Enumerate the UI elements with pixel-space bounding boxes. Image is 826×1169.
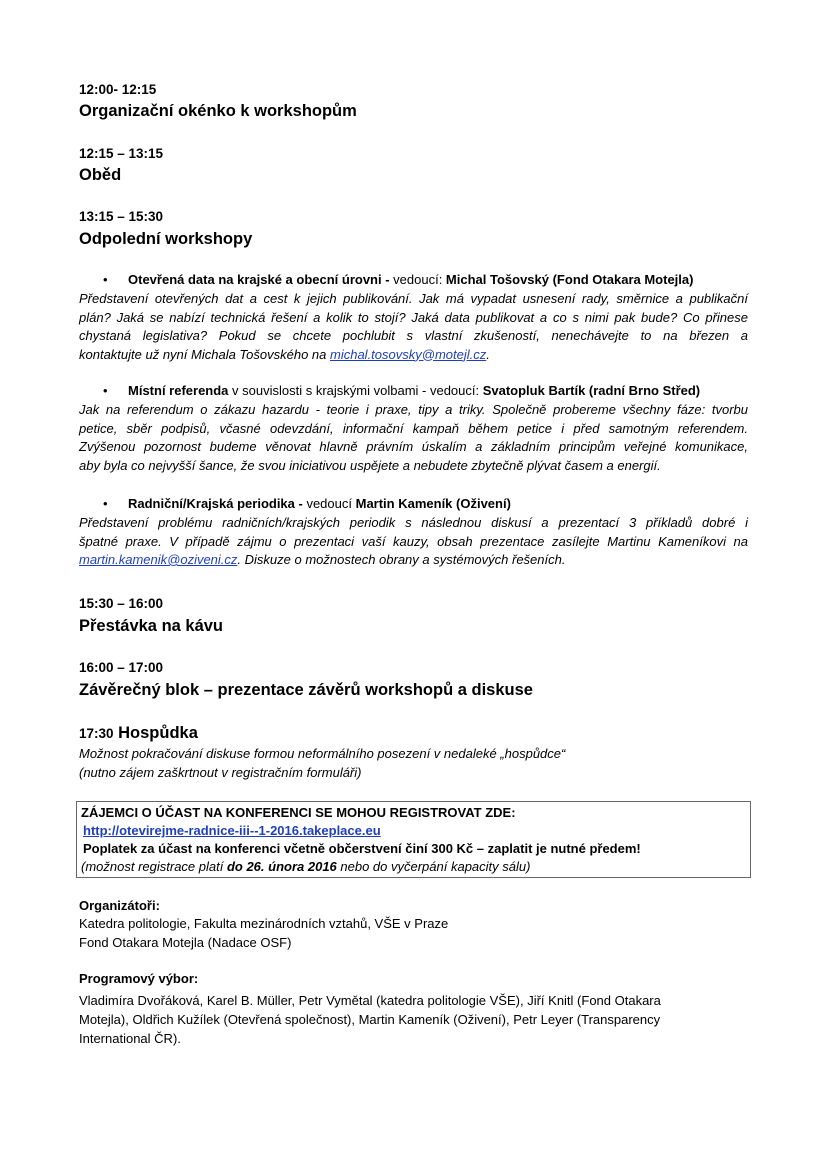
bullet-icon: • bbox=[103, 383, 108, 398]
time-slot: 17:30 bbox=[79, 726, 114, 741]
email-link[interactable]: martin.kamenik@oziveni.cz bbox=[79, 552, 238, 567]
committee-text: International ČR). bbox=[79, 1031, 181, 1046]
time-slot: 13:15 – 15:30 bbox=[79, 209, 164, 224]
email-link[interactable]: michal.tosovsky@motejl.cz bbox=[330, 346, 487, 362]
leader-label: vedoucí bbox=[306, 496, 356, 511]
session-title: Oběd bbox=[79, 166, 122, 184]
time-slot: 15:30 – 16:00 bbox=[79, 596, 164, 611]
bullet-icon: • bbox=[103, 496, 108, 511]
workshop-leader: Svatopluk Bartík (radní Brno Střed) bbox=[482, 383, 701, 398]
session-title: Závěrečný blok – prezentace závěrů workshopů a diskuse bbox=[79, 681, 533, 699]
organizer-item: Fond Otakara Motejla (Nadace OSF) bbox=[79, 935, 292, 950]
time-slot: 12:15 – 13:15 bbox=[79, 146, 164, 161]
committee-text: Motejla), Oldřich Kužílek (Otevřená společnost), Martin Kameník (Oživení), Petr Leyer (Transparency bbox=[79, 1012, 661, 1027]
workshop-subtitle: v souvislosti s krajskými volbami - vedoucí: bbox=[228, 383, 483, 398]
workshop-title: Místní referenda bbox=[128, 383, 229, 398]
time-slot: 16:00 – 17:00 bbox=[79, 660, 164, 675]
organizer-item: Katedra politologie, Fakulta mezinárodních vztahů, VŠE v Praze bbox=[79, 916, 449, 931]
registration-heading: ZÁJEMCI O ÚČAST NA KONFERENCI SE MOHOU REGISTROVAT ZDE: bbox=[81, 805, 516, 820]
registration-link[interactable]: http://otevirejme-radnice-iii--1-2016.takeplace.eu bbox=[83, 823, 381, 838]
session-title: Odpolední workshopy bbox=[79, 230, 253, 248]
workshop-description: Jak na referendum o zákazu hazardu - teorie i praxe, tipy a triky. Společně probereme všechny fáze: tvorbu petice, sběr podpisů, včasné odevzdání, informační kampaň během petice i před samotným referendem. Zvýšenou pozornost budeme věnovat hlavně právním úskalím a základním principům veřejné komunikace, aby byla co nejvyšší šance, že svou iniciativou uspějete a nebudete zbytečně plývat časem a energií. bbox=[79, 402, 748, 473]
session-title: 17:30 Hospůdka bbox=[79, 724, 198, 742]
registration-fee: Poplatek za účast na konferenci včetně občerstvení činí 300 Kč – zaplatit je nutné předem! bbox=[83, 841, 641, 856]
workshop-title: Otevřená data na krajské a obecní úrovni - bbox=[128, 272, 390, 287]
workshop-leader: Michal Tošovský (Fond Otakara Motejla) bbox=[445, 272, 694, 287]
workshop-leader: Martin Kameník (Oživení) bbox=[355, 496, 511, 511]
bullet-icon: • bbox=[103, 272, 108, 287]
workshop-description: Představení problému radničních/krajských periodik s následnou diskusí a prezentací 3 příkladů dobré i špatné praxe. V případě zájmu o prezentaci vaší kauzy, obsah prezentace zasílejte Martinu Kameníkovi na martin.kamenik@oziveni.cz. Diskuze o možnostech obrany a systémových řešeních. bbox=[79, 515, 748, 567]
committee-text: Vladimíra Dvořáková, Karel B. Müller, Petr Vymětal (katedra politologie VŠE), Jiří Knitl (Fond Otakara bbox=[79, 993, 661, 1008]
session-title: Přestávka na kávu bbox=[79, 617, 224, 635]
workshop-description: Představení otevřených dat a cest k jejich publikování. Jak má vypadat usnesení rady, směrnice a publikační plán? Jaká se nabízí technická řešení a kolik to stojí? Jaká data publikovat a co s nimi pak bude? Co přinese chystaná legislativa? Pokud se chcete pochlubit s vlastní zkušeností, nenechávejte to na březen a kontaktujte už nyní Michala Tošovského na michal.tosovsky@motejl.cz. bbox=[79, 291, 748, 362]
committee-label: Programový výbor: bbox=[79, 971, 199, 986]
session-note: Možnost pokračování diskuse formou neformálního posezení v nedaleké „hospůdce“ bbox=[79, 746, 566, 761]
time-slot: 12:00- 12:15 bbox=[79, 82, 157, 97]
organizers-label: Organizátoři: bbox=[79, 898, 160, 913]
session-note: (nutno zájem zaškrtnout v registračním formuláři) bbox=[79, 765, 362, 780]
registration-note: (možnost registrace platí do 26. února 2016 nebo do vyčerpání kapacity sálu) bbox=[81, 859, 531, 874]
leader-label: vedoucí: bbox=[389, 272, 446, 287]
workshop-title: Radniční/Krajská periodika - bbox=[128, 496, 307, 511]
registration-box bbox=[76, 801, 751, 878]
session-title: Organizační okénko k workshopům bbox=[79, 102, 357, 120]
